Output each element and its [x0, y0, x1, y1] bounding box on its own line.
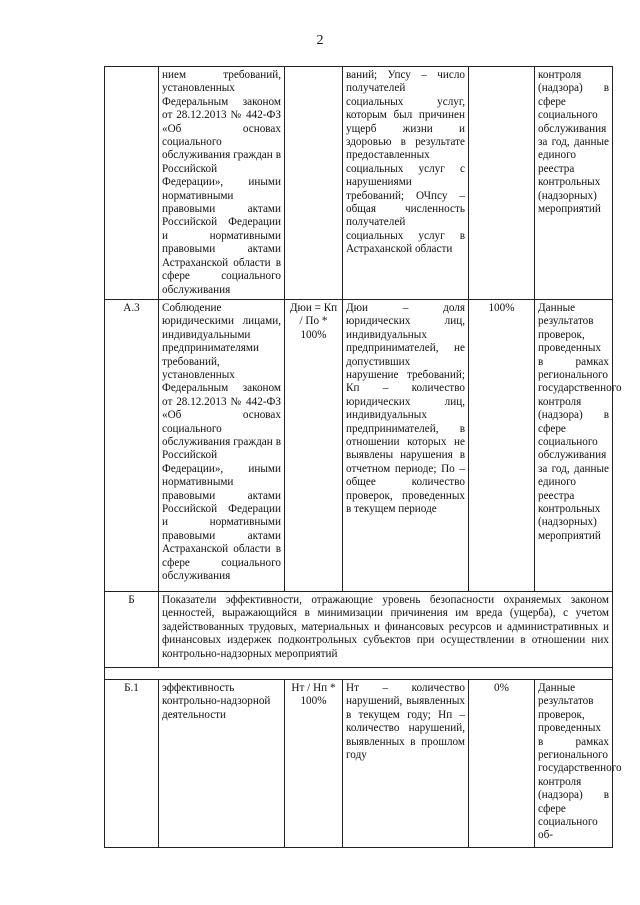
- row-indicator: эффективность контрольно-надзорной деятельности: [159, 679, 285, 847]
- section-code: Б: [105, 591, 159, 667]
- row-indicator: нием требований, установленных Федеральным законом от 28.12.2013 № 442-ФЗ «Об основах социального обслуживания граждан в Российской Федерации», иными нормативными правовыми актами Российской Федерации и нормативными правовыми актами Астраханской области в сфере социального обслуживания: [159, 67, 285, 300]
- row-code: [105, 67, 159, 300]
- table-row-continuation: [105, 67, 613, 300]
- row-formula: [285, 67, 343, 300]
- row-source: контроля (надзора) в сфере социального обслуживания за год, данные единого реестра контрольных (надзорных) мероприятий: [535, 67, 613, 300]
- section-title: Показатели эффективности, отражающие уровень безопасности охраняемых законом ценностей, выражающийся в минимизации причинения им вреда (ущерба), с учетом задействованных трудовых, материальных и финансовых ресурсов и административных и финансовых издержек подконтрольных субъектов при осуществлении в отношении них контрольно-надзорных мероприятий: [159, 591, 613, 667]
- row-formula: Дюи = Кп / По * 100%: [285, 299, 343, 591]
- spacer-cell: [159, 667, 613, 679]
- row-target: 0%: [469, 679, 535, 847]
- spacer-cell: [105, 667, 159, 679]
- row-description: ваний; Упсу – число получателей социальных услуг, которым был причинен ущерб жизни и здоровью в результате предоставленных социальных услуг с нарушениями требований; ОЧпсу – общая численность получателей социальных услуг в Астраханской области: [343, 67, 469, 300]
- row-code: Б.1: [105, 679, 159, 847]
- row-source: Данные результатов проверок, проведенных в рамках регионального государственного контроля (надзора) в сфере социального об-: [535, 679, 613, 847]
- row-description: Нт – количество нарушений, выявленных в текущем году; Нп – количество нарушений, выявленных в прошлом году: [343, 679, 469, 847]
- table-row-b1: [105, 679, 613, 847]
- row-description: Дюи – доля юридических лиц, индивидуальных предпринимателей, не допустивших нарушение требований; Кп – количество юридических лиц, индивидуальных предпринимателей, в отношении которых не выявлены нарушения в отчетном периоде; По – общее количество проверок, проведенных в текущем периоде: [343, 299, 469, 591]
- row-indicator: Соблюдение юридическими лицами, индивидуальными предпринимателями требований, установленных Федеральным законом от 28.12.2013 № 442-ФЗ «Об основах социального обслуживания граждан в Российской Федерации», иными нормативными правовыми актами Российской Федерации и нормативными правовыми актами Астраханской области в сфере социального обслуживания: [159, 299, 285, 591]
- table-row-a3: [105, 299, 613, 591]
- indicators-table: [104, 66, 622, 848]
- row-code: А.3: [105, 299, 159, 591]
- row-target: [469, 67, 535, 300]
- page-number: 2: [316, 33, 324, 48]
- row-formula: Нт / Нп * 100%: [285, 679, 343, 847]
- row-target: 100%: [469, 299, 535, 591]
- table-row-section-b: [105, 591, 613, 667]
- table-row-spacer: [105, 667, 613, 679]
- row-source: Данные результатов проверок, проведенных в рамках регионального государственного контроля (надзора) в сфере социального обслуживания за год, данные единого реестра контрольных (надзорных) мероприятий: [535, 299, 613, 591]
